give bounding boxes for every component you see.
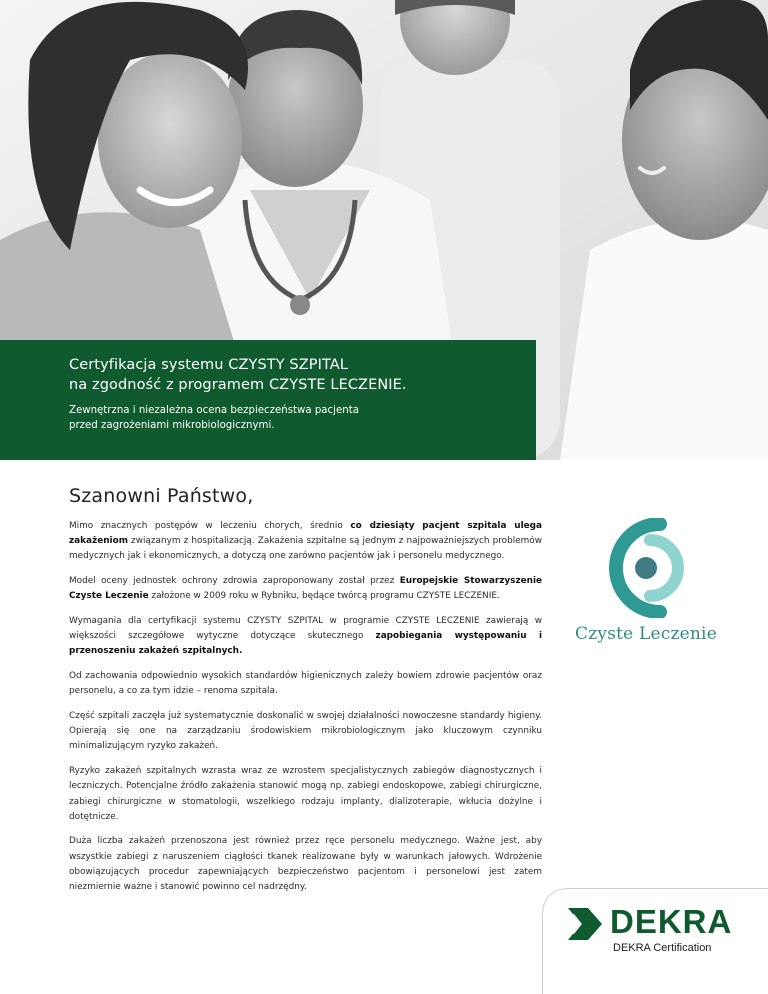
letter-greeting: Szanowni Państwo, [69, 485, 254, 507]
dekra-wordmark: DEKRA [610, 903, 733, 940]
banner-title-line-1: Certyfikacja systemu CZYSTY SZPITAL [69, 357, 348, 373]
paragraph-2-text-c: założone w 2009 roku w Rybniku, będące twórcą programu CZYSTE LECZENIE. [148, 591, 500, 602]
banner-subtitle [69, 403, 536, 433]
paragraph-4: Od zachowania odpowiednio wysokich standardów higienicznych zależy bowiem zdrowie pacjentów oraz personelu, a co za tym idzie – renoma szpitala. [69, 671, 542, 697]
banner-subtitle-line-2: przed zagrożeniami mikrobiologicznymi. [69, 420, 275, 431]
paragraph-2-emphasis: Europejskie Stowarzyszenie Czyste Leczenie [69, 576, 543, 602]
banner-subtitle-line-1: Zewnętrzna i niezależna ocena bezpieczeństwa pacjenta [69, 405, 359, 416]
czyste-leczenie-logo [566, 518, 726, 648]
czyste-leczenie-ring-icon [602, 518, 692, 618]
paragraph-1-text-c: związanym z hospitalizacją. Zakażenia szpitalne są jednym z najpoważniejszych problemów medycznych jak i ekonomicznych, a dotyczą one zarówno pacjentów jak i personelu medycznego. [69, 536, 542, 562]
czyste-leczenie-name: Czyste Leczenie [575, 624, 717, 644]
paragraph-1 [69, 519, 542, 565]
dekra-certification-label: DEKRA Certification [613, 942, 712, 954]
paragraph-3-emphasis: zapobiegania występowaniu i przenoszeniu zakażeń szpitalnych. [69, 631, 542, 657]
paragraph-6: Ryzyko zakażeń szpitalnych wzrasta wraz ze wzrostem specjalistycznych zabiegów diagnostycznych i leczniczych. Potencjalne źródło zakażenia stanowić mogą np. zabiegi endoskopowe, zabiegi chirurgiczne, zabiegi chirurgiczne w stomatologii, wszelkiego rodzaju implanty, dializoterapie, wkłucia dożylne i dotętnicze. [69, 766, 542, 822]
banner-title-line-2: na zgodność z programem CZYSTE LECZENIE. [69, 377, 407, 393]
banner-title [69, 355, 536, 395]
paragraph-1-text-a: Mimo znacznych postępów w leczeniu chorych, średnio [69, 521, 351, 531]
dekra-arrow-icon [564, 908, 602, 940]
letter-body [69, 485, 542, 905]
paragraph-5: Część szpitali zaczęła już systematycznie doskonalić w swojej działalności nowoczesne standardy higieny. Opierają się one na zarządzaniu środowiskiem mikrobiologicznym jako kluczowym czynniku minimalizującym ryzyko zakażeń. [69, 711, 542, 752]
paragraph-3 [69, 614, 542, 660]
paragraph-7: Duża liczba zakażeń przenoszona jest również przez ręce personelu medycznego. Ważne jest, aby wszystkie zabiegi z naruszeniem ciągłości tkanek realizowane były w warunkach jałowych. Wdrożenie obowiązujących procedur zapewniających bezpieczeństwo pacjentom i personelowi jest zatem niezmiernie ważne i stanowić powinno cel nadrzędny. [69, 836, 542, 893]
paragraph-3-text-a: Wymagania dla certyfikacji systemu CZYSTY SZPITAL w programie CZYSTE LECZENIE zawierają w większości szczegółowe wytyczne dotyczące skutecznego [69, 616, 542, 642]
paragraph-2-text-a: Model oceny jednostek ochrony zdrowia zaproponowany został przez [69, 576, 400, 587]
title-banner [0, 340, 536, 460]
dekra-badge [542, 888, 768, 994]
paragraph-1-emphasis: co dziesiąty pacjent szpitala ulega zakażeniom [69, 521, 542, 547]
paragraph-2 [69, 574, 542, 604]
